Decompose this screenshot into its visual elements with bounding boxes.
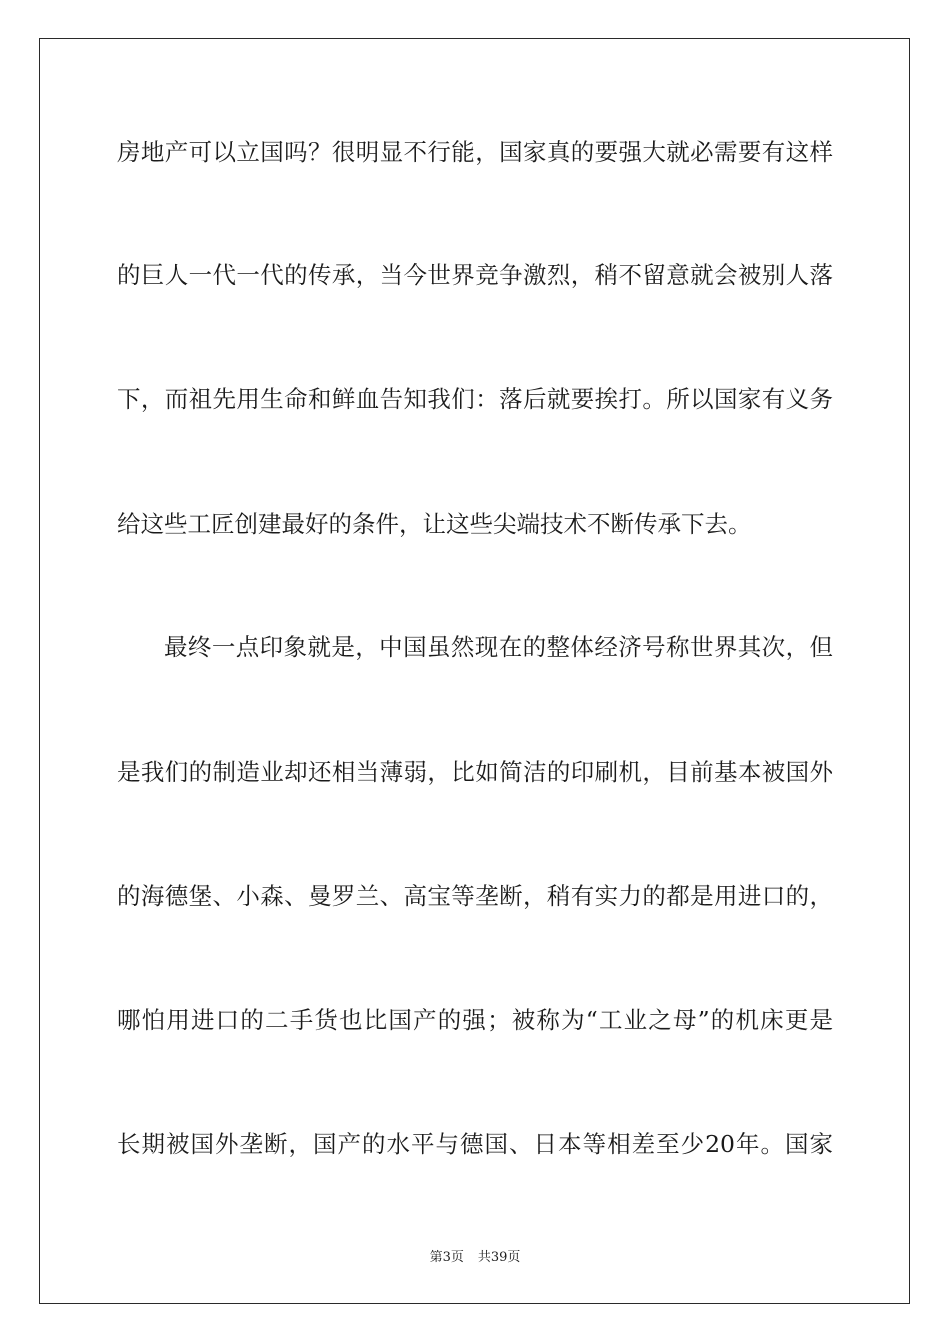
body-line-8: 哪怕用进口的二手货也比国产的强；被称为“工业之母”的机床更是 (117, 1006, 833, 1034)
body-line-7: 的海德堡、小森、曼罗兰、高宝等垄断，稍有实力的都是用进口的， (117, 882, 833, 910)
body-line-2: 的巨人一代一代的传承，当今世界竞争激烈，稍不留意就会被别人落 (117, 261, 833, 289)
page-number: 第3页 (429, 1250, 464, 1265)
body-line-9: 长期被国外垄断，国产的水平与德国、日本等相差至少20年。国家 (117, 1130, 833, 1158)
body-line-3: 下，而祖先用生命和鲜血告知我们：落后就要挨打。所以国家有义务 (117, 385, 833, 413)
page-border (39, 38, 910, 1304)
body-line-4: 给这些工匠创建最好的条件，让这些尖端技术不断传承下去。 (117, 510, 752, 538)
body-line-5: 最终一点印象就是，中国虽然现在的整体经济号称世界其次，但 (164, 633, 833, 661)
body-line-6: 是我们的制造业却还相当薄弱，比如简洁的印刷机，目前基本被国外 (117, 758, 833, 786)
body-line-1: 房地产可以立国吗？很明显不行能，国家真的要强大就必需要有这样 (117, 138, 833, 166)
page-total: 共39页 (477, 1250, 521, 1265)
page-footer (0, 1246, 950, 1265)
